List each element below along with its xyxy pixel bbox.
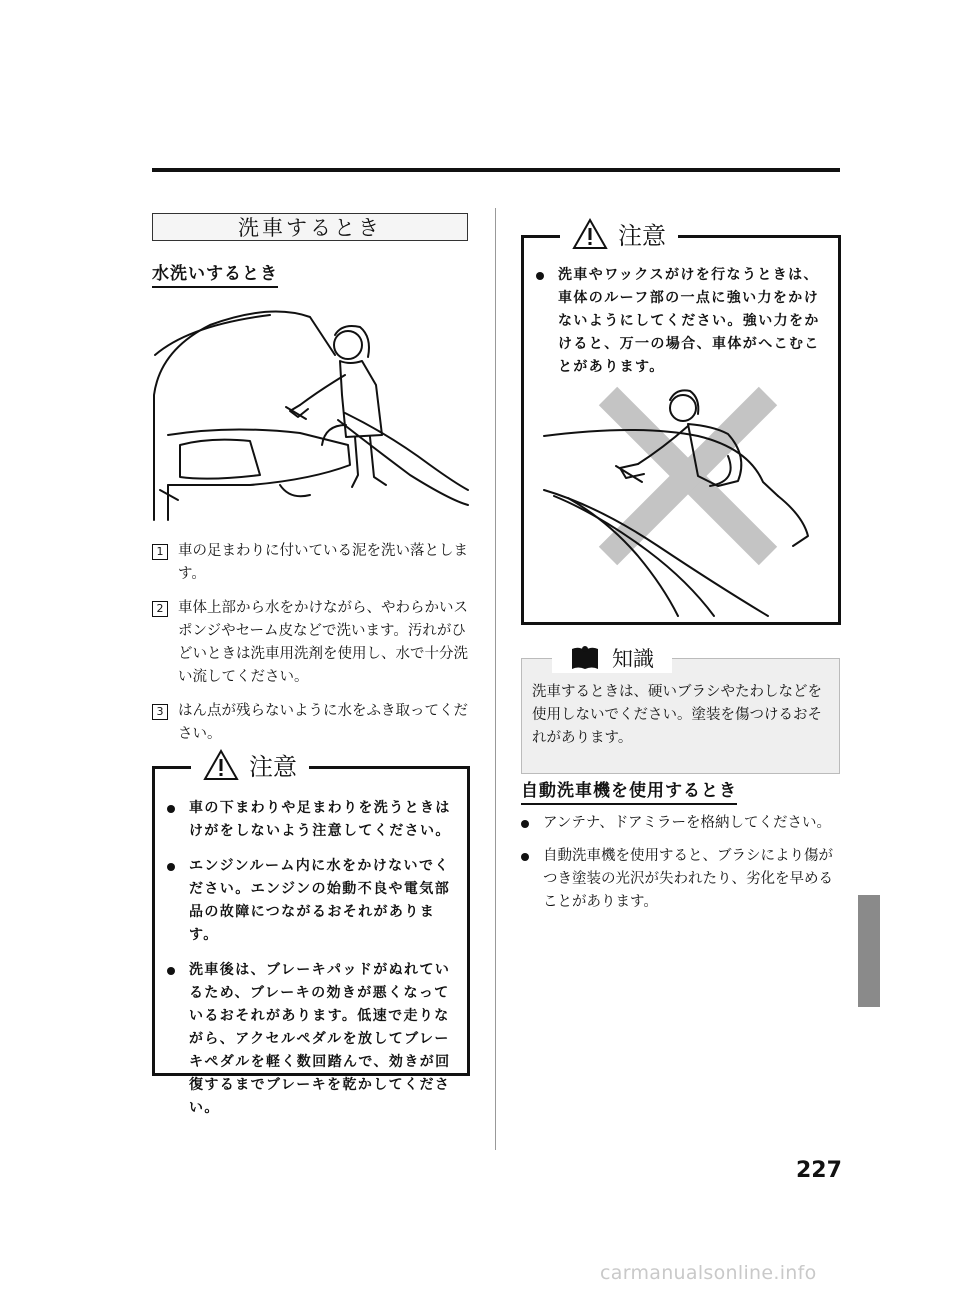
caution-item xyxy=(167,959,463,1120)
info-text: 洗車するときは、硬いブラシやたわしなどを使用しないでください。塗装を傷つけるおそれがあります。 xyxy=(532,684,822,746)
caution-title xyxy=(191,747,309,782)
bullet xyxy=(167,805,175,813)
book-icon xyxy=(570,645,600,671)
caution-item-text: 洗車やワックスがけを行なうときは、車体のルーフ部の一点に強い力をかけないようにしてください。強い力をかけると、万一の場合、車体がへこむことがあります。 xyxy=(558,267,820,375)
caution-title-text: 注意 xyxy=(249,753,297,781)
caution-item xyxy=(167,797,463,843)
roof-pressing-illustration xyxy=(538,386,828,618)
list-item xyxy=(521,845,841,914)
step-number: 2 xyxy=(152,601,168,617)
column-divider xyxy=(495,208,496,1150)
caution-item-text: 車の下まわりや足まわりを洗うときはけがをしないよう注意してください。 xyxy=(189,800,451,839)
caution-item xyxy=(167,855,463,947)
subheading-water-wash: 水洗いするとき xyxy=(152,259,278,288)
info-box xyxy=(521,647,840,774)
step-item xyxy=(152,700,472,746)
step-number: 3 xyxy=(152,704,168,720)
bullet xyxy=(521,820,529,828)
caution-item xyxy=(536,264,832,379)
auto-wash-list xyxy=(521,812,841,924)
list-item xyxy=(521,812,841,835)
caution-title xyxy=(560,216,678,251)
bullet xyxy=(167,863,175,871)
top-rule xyxy=(152,168,840,172)
page-number: 227 xyxy=(796,1158,842,1183)
step-text: 車の足まわりに付いている泥を洗い落とします。 xyxy=(178,543,468,582)
washing-car-illustration xyxy=(150,295,470,527)
list-item-text: アンテナ、ドアミラーを格納してください。 xyxy=(543,815,831,831)
step-text: はん点が残らないように水をふき取ってください。 xyxy=(178,703,468,742)
subheading-auto-wash: 自動洗車機を使用するとき xyxy=(521,776,737,805)
caution-box-right xyxy=(521,222,841,625)
wash-steps xyxy=(152,540,472,757)
info-title-text: 知識 xyxy=(612,647,654,671)
footer-watermark: carmanualsonline.info xyxy=(600,1262,817,1284)
bullet xyxy=(536,272,544,280)
caution-list xyxy=(536,264,832,391)
step-item xyxy=(152,540,472,586)
step-item xyxy=(152,597,472,689)
info-title xyxy=(552,643,672,673)
bullet xyxy=(521,853,529,861)
caution-item-text: 洗車後は、ブレーキパッドがぬれているため、ブレーキの効きが悪くなっているおそれがあります。低速で走りながら、アクセルペダルを放してブレーキペダルを軽く数回踏んで、効きが回復するまでブレーキを乾かしてください。 xyxy=(189,962,451,1116)
section-title: 洗車するとき xyxy=(152,213,468,241)
step-number: 1 xyxy=(152,544,168,560)
caution-item-text: エンジンルーム内に水をかけないでください。エンジンの始動不良や電気部品の故障につながるおそれがあります。 xyxy=(189,858,451,943)
warning-icon xyxy=(572,217,608,251)
caution-list xyxy=(167,797,463,1132)
step-text: 車体上部から水をかけながら、やわらかいスポンジやセーム皮などで洗います。汚れがひどいときは洗車用洗剤を使用し、水で十分洗い流してください。 xyxy=(178,600,468,685)
bullet xyxy=(167,967,175,975)
caution-box-left xyxy=(152,753,470,1116)
caution-title-text: 注意 xyxy=(618,222,666,250)
warning-icon xyxy=(203,748,239,782)
chapter-tab xyxy=(858,895,880,1007)
list-item-text: 自動洗車機を使用すると、ブラシにより傷がつき塗装の光沢が失われたり、劣化を早めることがあります。 xyxy=(543,848,833,910)
